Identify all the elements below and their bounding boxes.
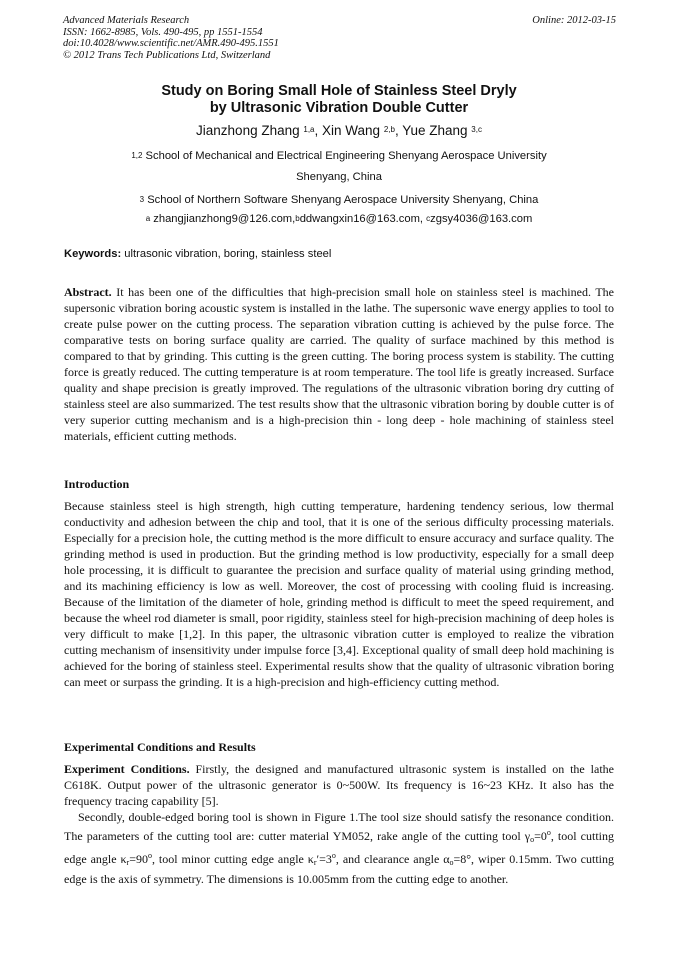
author-affiliation-mark: 1,a <box>303 125 315 134</box>
keywords-text: ultrasonic vibration, boring, stainless steel <box>121 248 332 260</box>
journal-name: Advanced Materials Research <box>63 15 190 26</box>
affiliation-city: Shenyang, China <box>296 171 382 183</box>
email-b[interactable]: ddwangxin16@163.com, <box>299 213 427 225</box>
author-name: Xin Wang <box>322 123 381 138</box>
author-name: Jianzhong Zhang <box>196 123 300 138</box>
email-mark: c <box>426 214 431 223</box>
author-affiliation-mark: 2,b <box>383 125 395 134</box>
online-date: Online: 2012-03-15 <box>532 15 616 26</box>
text-run: Secondly, double-edged boring tool is shown in Figure 1.The tool size should satisfy the resonance condition. The parameters of the cutting tool are: cutter material YM052, rake angle of the cutting tool γ <box>64 810 614 843</box>
text-run: ′=3 <box>316 852 332 866</box>
introduction-paragraph: Because stainless steel is high strength, high cutting temperature, hardening tendency serious, low thermal conductivity and adhesion between the chip and tool, that it is one of the serious difficulty processing materials. Especially for a precision hole, the cutting method is the more difficult to ensure accuracy and surface quality. The grinding method is used in production. But the grinding method is low productivity, especially for a small deep hole processing, it is difficult to guarantee the precision and surface quality of material using grinding method, and its machining efficiency is low as well. Moreover, the cost of processing with cooling fluid is increasing. Because of the limitation of the diameter of hole, grinding method is difficult to meet the speed requirement, and because the wheel rod diameter is small, poor rigidity, stainless steel for high-precision machining of deep holes is very difficult to make [1,2]. In this paper, the ultrasonic vibration cutter is employed to realize the vibration cutting mechanism of insensitivity under impulse force [3,4]. Exceptional quality of small deep hold machining is achieved for the boring of stainless steel. Experimental results show that the quality of ultrasonic vibration boring can meet or surpass the grinding. It is a high-precision and high-efficiency cutting method. <box>64 499 614 689</box>
affiliation-mark: 3 <box>139 195 145 204</box>
keywords-label: Keywords: <box>64 248 122 260</box>
author-list <box>60 123 618 139</box>
author-separator: , <box>314 123 323 138</box>
experiment-conditions-paragraph <box>64 761 614 809</box>
email-mark: a <box>145 214 151 223</box>
subscript: o <box>449 858 454 867</box>
text-run: , tool minor cutting edge angle κ <box>151 852 314 866</box>
keywords <box>64 247 331 262</box>
author-affiliation-mark: 3,c <box>471 125 482 134</box>
issn-line: ISSN: 1662-8985, Vols. 490-495, pp 1551-1554 <box>63 26 263 38</box>
author-separator: , <box>394 123 403 138</box>
affiliation-1 <box>60 146 618 188</box>
section-heading-introduction: Introduction <box>64 477 130 491</box>
email-list <box>60 211 618 228</box>
affiliation-mark: 1,2 <box>131 151 143 160</box>
email-mark: b <box>295 214 300 223</box>
abstract-label: Abstract. <box>64 285 112 299</box>
superscript: o <box>546 828 551 837</box>
tool-parameters-paragraph <box>64 809 614 887</box>
affiliation-text: School of Mechanical and Electrical Engineering Shenyang Aerospace University <box>145 150 547 162</box>
subscript: o <box>530 835 535 844</box>
text-run: , tool cutting edge angle κ <box>64 829 614 866</box>
email-c[interactable]: zgsy4036@163.com <box>430 213 533 225</box>
text-run: =8°, wiper 0.15mm. Two cutting edge is the axis of symmetry. The dimensions is 10.005mm from the cutting edge to another. <box>64 852 614 886</box>
superscript: o <box>147 851 152 860</box>
subscript: r <box>313 858 317 867</box>
text-run: , and clearance angle α <box>335 852 450 866</box>
text-run: =0 <box>534 829 547 843</box>
experiment-conditions-text: Firstly, the designed and manufactured ultrasonic system is installed on the lathe C618K. Output power of the ultrasonic generator is 0~500W. Its frequency is 16~23 KHz. It also has the frequency tracing capability [5]. <box>64 762 614 808</box>
abstract-text: It has been one of the difficulties that high-precision small hole on stainless steel is machined. The supersonic vibration boring acoustic system is installed in the lathe. The supersonic wave energy applies to tool to create pulse power on the cutting process. The separation vibration cutting is achieved by the pulse force. The comparative tests on boring surface quality are carried. The quality of surface machined by this method is compared to that by grinding. This cutting is the green cutting. The boring process system is stability. The cutting force is greatly reduced. The cutting temperature is at room temperature. The tool life is greatly increased. Surface quality and shape precision is greatly improved. The regulations of the ultrasonic vibration boring dry cutting of stainless steel are also summarized. The test results show that the ultrasonic vibration boring by double cutter is of very superior cutting mechanism and is a high-precision thin - long deep - hole machining of stainless steel materials, efficient cutting methods. <box>64 285 614 443</box>
superscript: o <box>331 851 336 860</box>
abstract <box>64 284 614 444</box>
title-line-2: by Ultrasonic Vibration Double Cutter <box>209 100 469 116</box>
paper-title <box>60 83 618 117</box>
experiment-conditions-label: Experiment Conditions. <box>64 762 190 776</box>
copyright-line: © 2012 Trans Tech Publications Ltd, Switzerland <box>63 49 271 61</box>
affiliation-text: School of Northern Software Shenyang Aerospace University Shenyang, China <box>147 194 539 206</box>
subscript: r <box>126 858 130 867</box>
affiliation-2 <box>60 190 618 211</box>
author-name: Yue Zhang <box>402 123 468 138</box>
doi-line: doi:10.4028/www.scientific.net/AMR.490-495.1551 <box>63 38 279 49</box>
text-run: =90 <box>129 852 148 866</box>
section-heading-experimental: Experimental Conditions and Results <box>64 740 256 754</box>
title-line-1: Study on Boring Small Hole of Stainless Steel Dryly <box>161 83 517 99</box>
email-a[interactable]: zhangjianzhong9@126.com, <box>153 213 296 225</box>
journal-header <box>63 15 279 61</box>
